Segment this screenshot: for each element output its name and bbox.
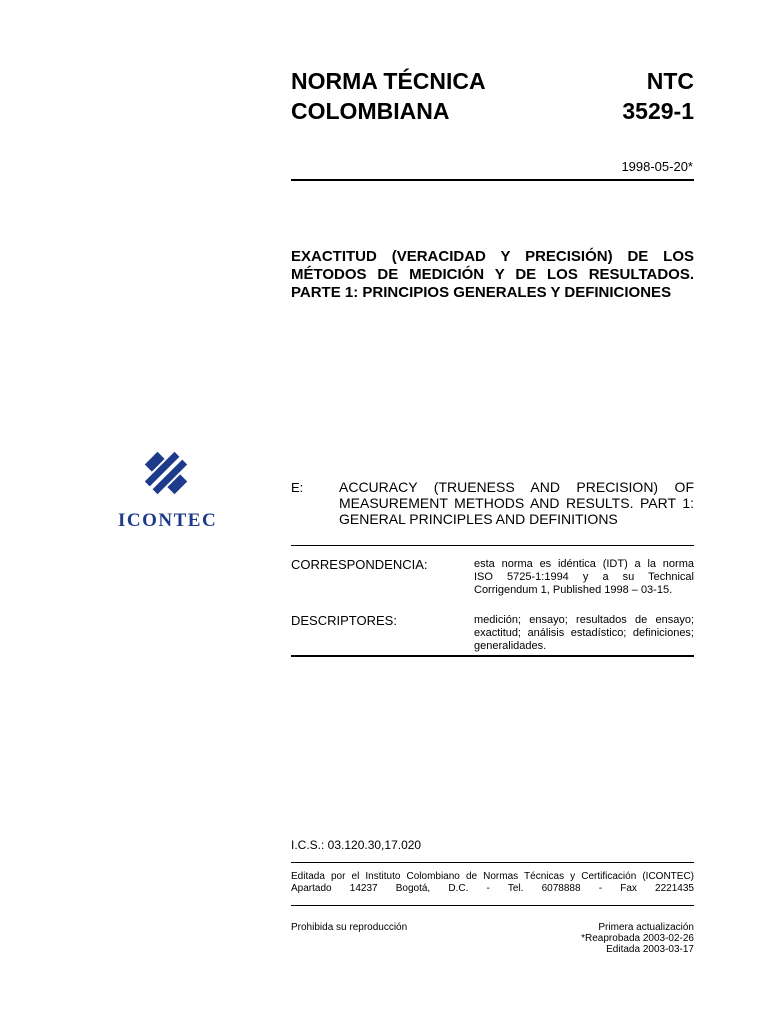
descriptores-label: DESCRIPTORES: xyxy=(291,613,397,628)
descriptores-line: generalidades. xyxy=(474,640,547,652)
icontec-logo xyxy=(118,440,218,532)
heading-line-1: NORMA TÉCNICA xyxy=(291,68,486,94)
standard-type-heading xyxy=(291,66,486,126)
correspondencia-line: Corrigendum 1, Published 1998 – 03-15. xyxy=(474,584,673,596)
correspondencia-line: ISO 5725-1:1994 y a su Technical xyxy=(474,571,694,583)
descriptores-text xyxy=(474,614,694,653)
correspondencia-line: esta norma es idéntica (IDT) a la norma xyxy=(474,558,694,570)
section-divider xyxy=(291,545,694,546)
ics-divider xyxy=(291,862,694,863)
icontec-emblem-icon xyxy=(133,440,199,506)
descriptores-line: medición; ensayo; resultados de ensayo; xyxy=(474,614,694,626)
title-line: MÉTODOS DE MEDICIÓN Y DE LOS RESULTADOS. xyxy=(291,266,694,283)
icontec-wordmark: ICONTEC xyxy=(118,510,218,531)
section-divider xyxy=(291,655,694,657)
reproduction-notice: Prohibida su reproducción xyxy=(291,922,408,933)
descriptores-line: exactitud; análisis estadístico; definiciones; xyxy=(474,627,694,639)
editorial-line: Editada por el Instituto Colombiano de Normas Técnicas y Certificación (ICONTEC) xyxy=(291,871,694,882)
heading-line-2: COLOMBIANA xyxy=(291,98,450,124)
editorial-divider xyxy=(291,905,694,906)
title-line: PARTE 1: PRINCIPIOS GENERALES Y DEFINICIONES xyxy=(291,284,672,301)
document-title xyxy=(291,248,694,302)
standard-id: 3529-1 xyxy=(622,98,694,124)
standard-code: NTC xyxy=(646,68,694,94)
english-title-line: MEASUREMENT METHODS AND RESULTS. PART 1: xyxy=(339,495,694,511)
editorial-line: Apartado 14237 Bogotá, D.C. - Tel. 6078888 - Fax 2221435 xyxy=(291,883,694,894)
editorial-info xyxy=(291,871,694,895)
correspondencia-text xyxy=(474,558,694,597)
english-title xyxy=(339,479,694,527)
revision-line: *Reaprobada 2003-02-26 xyxy=(581,933,694,944)
ics-code: I.C.S.: 03.120.30,17.020 xyxy=(291,838,422,852)
standard-number xyxy=(622,66,694,126)
header-divider xyxy=(291,179,694,181)
english-title-line: ACCURACY (TRUENESS AND PRECISION) OF xyxy=(339,479,694,495)
revision-info xyxy=(581,922,694,955)
revision-line: Primera actualización xyxy=(598,922,694,933)
english-title-line: GENERAL PRINCIPLES AND DEFINITIONS xyxy=(339,511,618,527)
revision-line: Editada 2003-03-17 xyxy=(606,944,694,955)
title-line: EXACTITUD (VERACIDAD Y PRECISIÓN) DE LOS xyxy=(291,248,694,265)
english-label: E: xyxy=(291,480,304,495)
correspondencia-label: CORRESPONDENCIA: xyxy=(291,557,428,572)
publication-date: 1998-05-20* xyxy=(621,159,693,174)
